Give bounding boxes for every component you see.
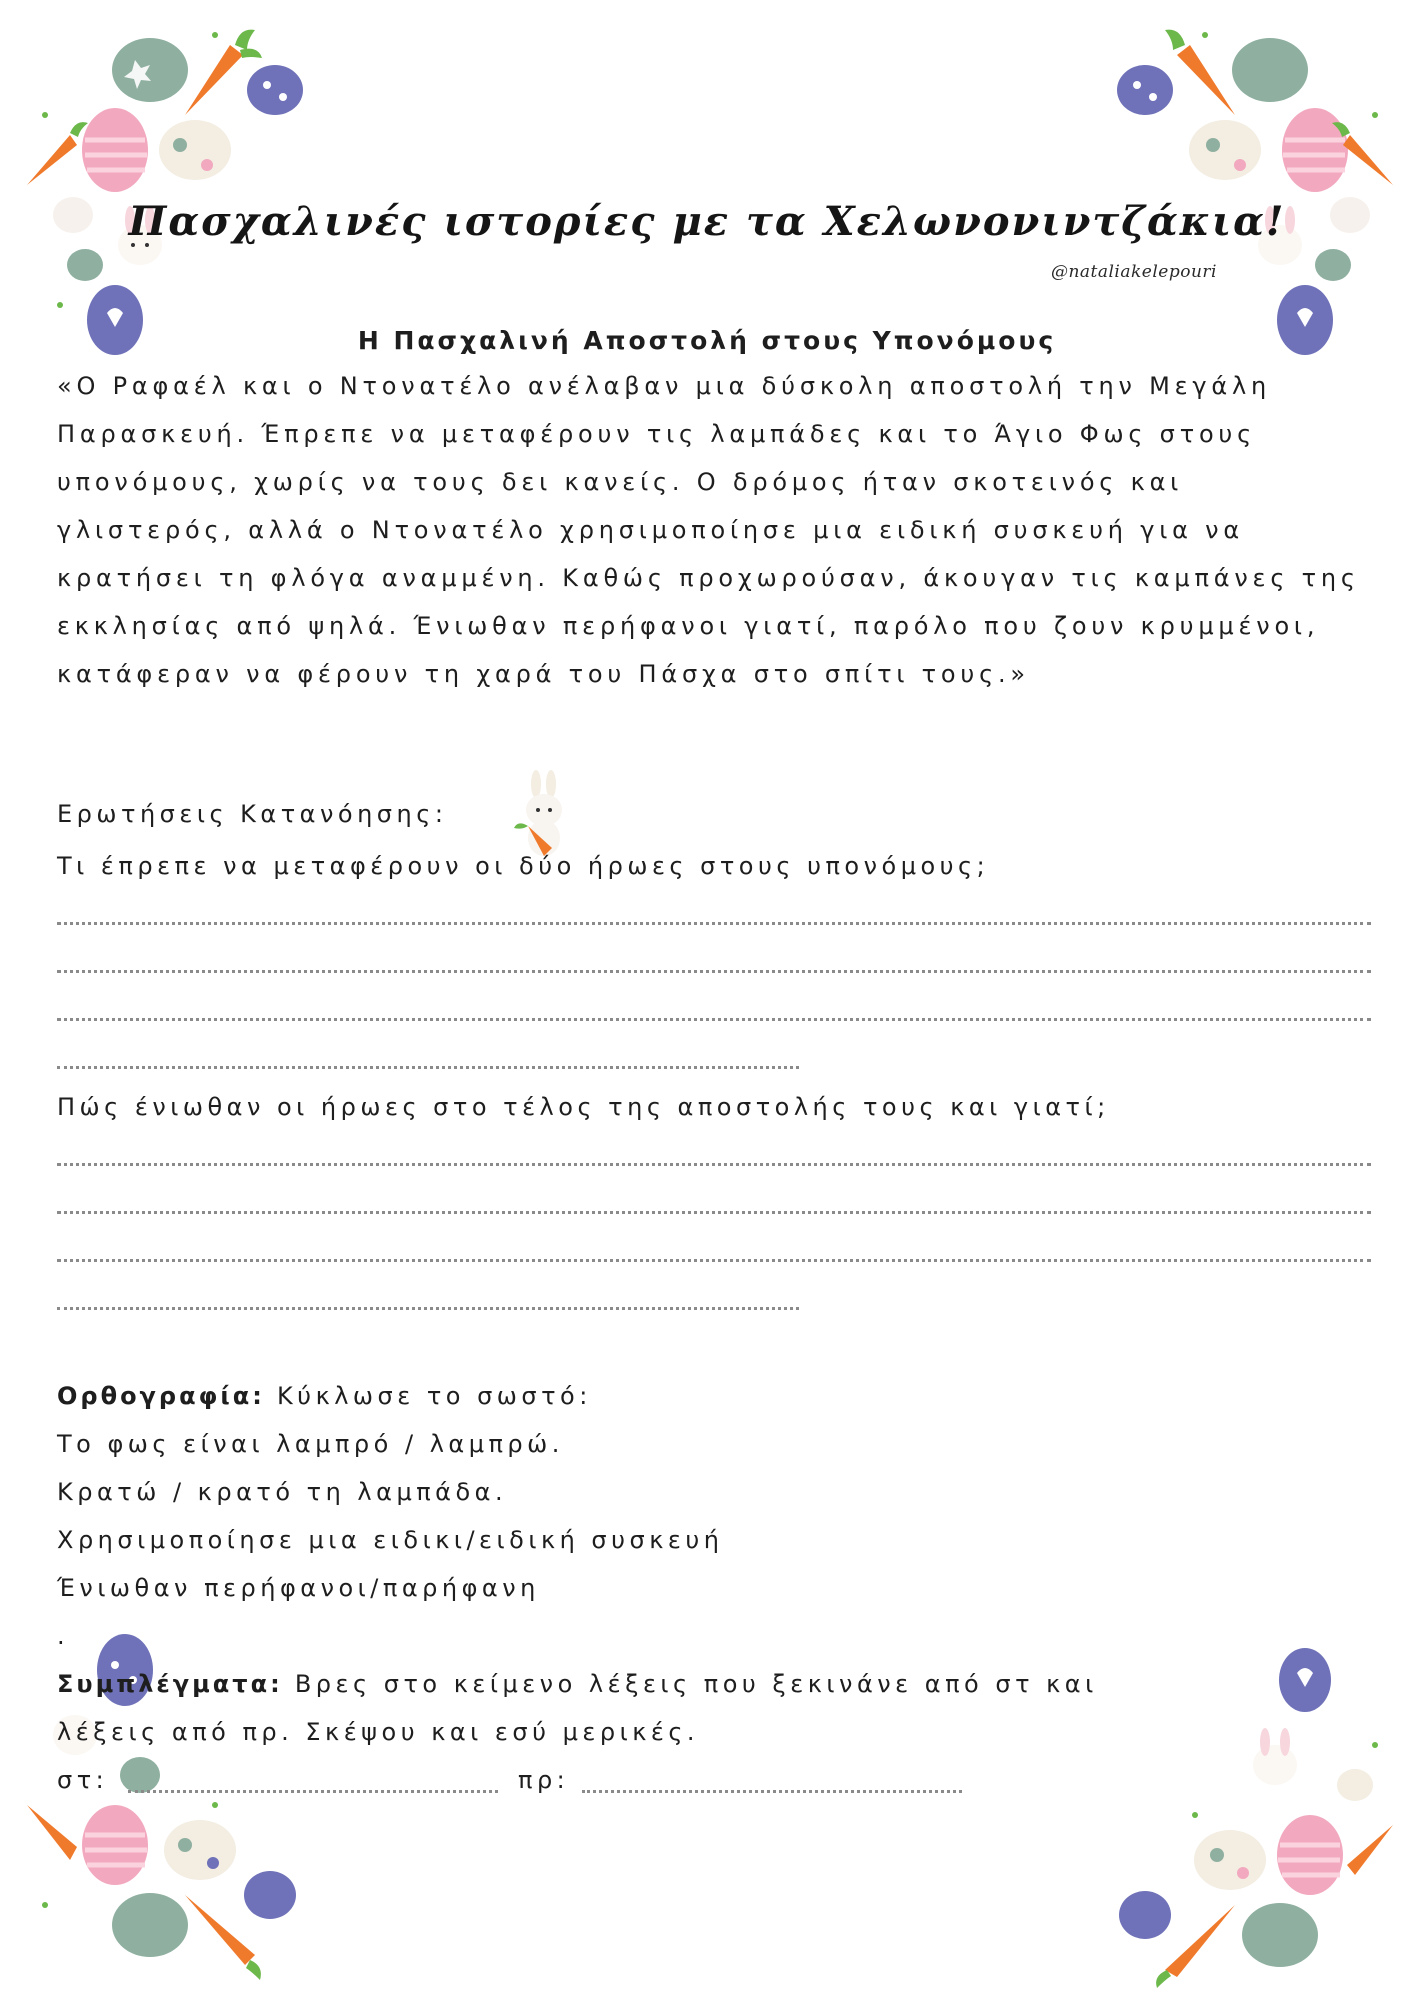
green-egg-icon [1232, 38, 1308, 102]
answer-line[interactable] [57, 1066, 799, 1069]
spotted-egg-icon [164, 1820, 236, 1880]
bunny-icon [1253, 1745, 1297, 1785]
green-egg-icon [112, 38, 188, 102]
comprehension-heading: Ερωτήσεις Κατανόησης: [57, 800, 448, 828]
page-title: Πασχαλινές ιστορίες με τα Χελωνονιντζάκια! [128, 198, 1286, 245]
spelling-item[interactable]: Το φως είναι λαμπρό / λαμπρώ. [57, 1430, 564, 1458]
bunny-with-carrot-icon [506, 770, 578, 860]
green-egg-icon [67, 249, 103, 281]
question-2: Πώς ένιωθαν οι ήρωες στο τέλος της αποστολής τους και γιατί; [57, 1093, 1110, 1121]
story-title: Η Πασχαλινή Αποστολή στους Υπονόμους [357, 326, 1057, 355]
purple-egg-icon [247, 65, 303, 115]
carrot-icon [1343, 135, 1393, 185]
clusters-instruction-line [57, 1670, 1098, 1698]
spelling-item[interactable]: Χρησιμοποίησε μια ειδικι/ειδική συσκευή [57, 1526, 724, 1554]
carrot-icon [27, 135, 77, 185]
green-egg-icon [120, 1757, 160, 1793]
spelling-label: Ορθογραφία: [57, 1382, 265, 1410]
spotted-egg-icon [1337, 1769, 1373, 1801]
clusters-text-1: Βρες στο κείμενο λέξεις που ξεκινάνε από στ και [294, 1670, 1098, 1698]
stray-dot: . [57, 1622, 70, 1650]
st-answer-line[interactable] [128, 1790, 498, 1793]
pink-egg-icon [82, 108, 148, 192]
carrot-icon [1347, 1825, 1393, 1875]
pr-label: πρ: [518, 1766, 570, 1794]
answer-line[interactable] [57, 1307, 799, 1310]
answer-line[interactable] [57, 1211, 1371, 1214]
answer-line[interactable] [57, 1018, 1371, 1021]
pink-egg-icon [1282, 108, 1348, 192]
purple-egg-icon [244, 1871, 296, 1919]
pink-egg-icon [1277, 1815, 1343, 1895]
easter-decoration-bottom-right [1105, 1625, 1405, 1990]
answer-line[interactable] [57, 1259, 1371, 1262]
question-1: Τι έπρεπε να μεταφέρουν οι δύο ήρωες στους υπονόμους; [57, 852, 990, 880]
purple-egg-icon [1117, 65, 1173, 115]
answer-line[interactable] [57, 1163, 1371, 1166]
spelling-item[interactable]: Κρατώ / κρατό τη λαμπάδα. [57, 1478, 508, 1506]
purple-egg-icon [1119, 1891, 1171, 1939]
clusters-label: Συμπλέγματα: [57, 1670, 283, 1698]
green-egg-icon [112, 1893, 188, 1957]
carrot-icon [185, 1895, 255, 1965]
spotted-egg-icon [1189, 120, 1261, 180]
pink-egg-icon [82, 1805, 148, 1885]
easter-decoration-top-left [15, 15, 315, 365]
green-egg-icon [1315, 249, 1351, 281]
carrot-icon [1165, 1905, 1235, 1977]
spelling-instruction-line [57, 1382, 592, 1410]
answer-line[interactable] [57, 922, 1371, 925]
carrot-icon [1177, 45, 1235, 115]
answer-line[interactable] [57, 970, 1371, 973]
easter-decoration-top-right [1105, 15, 1405, 365]
spotted-egg-icon [1194, 1830, 1266, 1890]
carrot-icon [27, 1805, 77, 1860]
green-egg-icon [1242, 1903, 1318, 1967]
clusters-text-2: λέξεις από πρ. Σκέψου και εσύ μερικές. [57, 1718, 700, 1746]
spotted-egg-icon [159, 120, 231, 180]
spelling-item[interactable]: Ένιωθαν περήφανοι/παρήφανη [57, 1574, 540, 1602]
st-label: στ: [57, 1766, 109, 1794]
pr-answer-line[interactable] [582, 1790, 962, 1793]
carrot-icon [185, 45, 243, 115]
spelling-instruction: Κύκλωσε το σωστό: [276, 1382, 592, 1410]
author-handle: @nataliakelepouri [1050, 262, 1217, 282]
story-text: «Ο Ραφαέλ και ο Ντονατέλο ανέλαβαν μια δύσκολη αποστολή την Μεγάλη Παρασκευή. Έπρεπε να μεταφέρουν τις λαμπάδες και το Άγιο Φως στους υπονόμους, χωρίς να τους δει κανείς. Ο δρόμος ήταν σκοτεινός και γλιστερός, αλλά ο Ντονατέλο χρησιμοποίησε μια ειδική συσκευή για να κρατήσει τη φλόγα αναμμένη. Καθώς προχωρούσαν, άκουγαν τις καμπάνες της εκκλησίας από ψηλά. Ένιωθαν περήφανοι γιατί, παρόλο που ζουν κρυμμένοι, κατάφεραν να φέρουν τη χαρά του Πάσχα στο σπίτι τους.» [57, 372, 1360, 688]
